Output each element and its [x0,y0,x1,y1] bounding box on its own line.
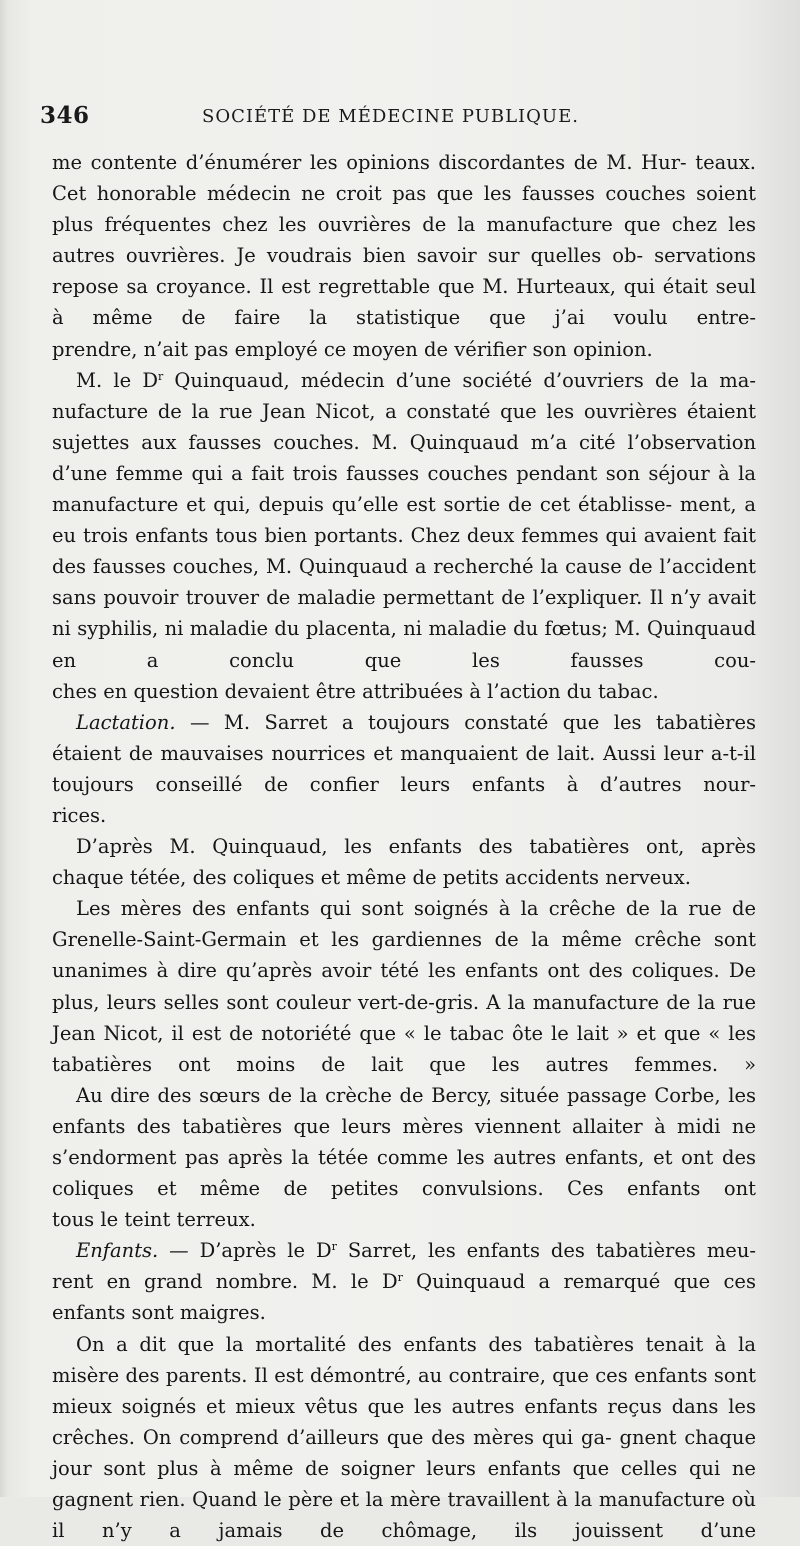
text-line: celles qui ne gagnent rien. Quand le père et la mère travaillent à [52,1456,756,1512]
text-line: tous le teint terreux. [52,1208,256,1232]
text-line: d’une femme qui a fait trois fausses couches pendant son séjour à [52,461,730,485]
text-line: misère des parents. Il est démontré, au contraire, que ces enfants [52,1363,708,1387]
text-line: De plus, leurs selles sont couleur vert-de-gris. A la manufacture de [52,959,756,1014]
page-number: 346 [40,102,90,129]
text-line: de l’expliquer. Il n’y avait ni syphilis, ni maladie du placenta, ni [52,586,757,641]
text-line: teaux. Cet honorable médecin ne croit pas que les fausses couches [52,151,757,206]
text-line: Grenelle-Saint-Germain et les gardiennes de la même crêche sont [52,928,756,952]
text-line: ment, a eu trois enfants tous bien portants. Chez deux femmes qui [52,493,756,548]
text-line: M. le D [76,368,158,392]
superscript: r [397,1271,403,1285]
page-header [40,96,600,136]
text-line: les enfants des tabatières que leurs mères viennent allaiter à midi [52,1083,756,1138]
paragraph [52,676,756,707]
text-line: sujettes aux fausses couches. M. Quinquaud m’a cité l’observation [52,430,756,454]
text-line: et que « les tabatières ont moins de lait que les autres femmes. » [52,1021,756,1076]
paragraph [52,1297,756,1328]
section-heading-enfants: Enfants. [76,1239,159,1263]
text-line: rices. [52,803,107,827]
text-line: chaque tétée, des coliques et même de petits accidents nerveux. [52,866,691,890]
text-line: Au dire des sœurs de la crèche de Bercy, située passage Corbe, [76,1083,721,1107]
text-line: servations repose sa croyance. Il est regrettable que M. Hurteaux, [52,244,757,299]
paragraph [52,862,756,893]
text-line: a-t-il toujours conseillé de confier leurs enfants à d’autres nour- [52,741,756,796]
paragraph [52,365,756,676]
page-edge-shade [0,0,8,1497]
text-line: nufacture de la rue Jean Nicot, a constaté que les ouvrières étaient [52,399,756,423]
text-line: cause de l’accident sans pouvoir trouver de maladie permettant [52,555,756,610]
text-line: On a dit que la mortalité des enfants des tabatières tenait à la [76,1332,756,1356]
text-line: rent en grand nombre. M. le D [52,1270,398,1294]
running-title: SOCIÉTÉ DE MÉDECINE PUBLIQUE. [202,106,579,127]
paragraph [52,831,756,862]
superscript: r [331,1240,337,1254]
text-line: la rue Jean Nicot, il est de notoriété que « le tabac ôte le lait » [52,990,757,1045]
paragraph [52,800,756,831]
text-line: Quinquaud a remarqué que ces [402,1270,756,1294]
text-line: chez les autres ouvrières. Je voudrais bien savoir sur quelles ob- [52,213,757,268]
text-line: gnent chaque jour sont plus à même de soigner leurs enfants que [52,1425,757,1480]
text-line: Quinquaud, médecin d’une société d’ouvriers de la ma- [163,368,756,392]
text-line: unanimes à dire qu’après avoir tété les enfants ont des coliques. [52,959,720,983]
text-line: soient plus fréquentes chez les ouvrières de la manufacture que [52,182,756,237]
text-line: avaient fait des fausses couches, M. Quinquaud a recherché la [52,524,757,579]
text-line: enfants sont maigres. [52,1301,266,1325]
text-line: Les mères des enfants qui sont soignés à la crêche de la rue de [76,897,756,921]
text-line: Sarret, les enfants des tabatières meu- [336,1239,756,1263]
text-line: sont mieux soignés et mieux vêtus que les autres enfants reçus [52,1363,756,1418]
text-line: ont des coliques et même de petites convulsions. Ces enfants ont [52,1146,756,1201]
text-line: maladie du fœtus; M. Quinquaud en a conclu que les fausses cou- [52,617,756,672]
paragraph [52,334,756,365]
text-line: prendre, n’ait pas employé ce moyen de vérifier son opinion. [52,337,653,361]
body-text [52,147,756,1546]
text-line: ne s’endorment pas après la tétée comme les autres enfants, et [52,1114,756,1169]
paragraph [52,1204,756,1235]
text-line: la manufacture où il n’y a jamais de chômage, ils jouissent d’une [52,1488,756,1543]
text-line: dans les crêches. On comprend d’ailleurs que des mères qui ga- [52,1394,756,1449]
text-line: D’après M. Quinquaud, les enfants des tabatières ont, après [76,835,756,859]
paragraph [52,707,756,800]
paragraph [52,1235,756,1297]
text-line: — M. Sarret a toujours constaté que les tabatières [175,710,756,734]
text-line: me contente d’énumérer les opinions discordantes de M. Hur- [52,151,687,174]
paragraph [52,1080,756,1204]
section-heading-lactation: Lactation. [76,710,176,734]
paragraph [52,147,756,334]
superscript: r [157,369,164,383]
text-line: qui était seul à même de faire la statistique que j’ai voulu entre- [52,275,756,330]
paragraph [52,893,756,1080]
text-line: ches en question devaient être attribuées à l’action du tabac. [52,679,659,703]
text-line: la manufacture et qui, depuis qu’elle est sortie de cet établisse- [52,461,757,517]
text-line: — D’après le D [158,1239,332,1263]
paragraph [52,1329,756,1546]
text-line: étaient de mauvaises nourrices et manquaient de lait. Aussi leur [52,741,704,765]
